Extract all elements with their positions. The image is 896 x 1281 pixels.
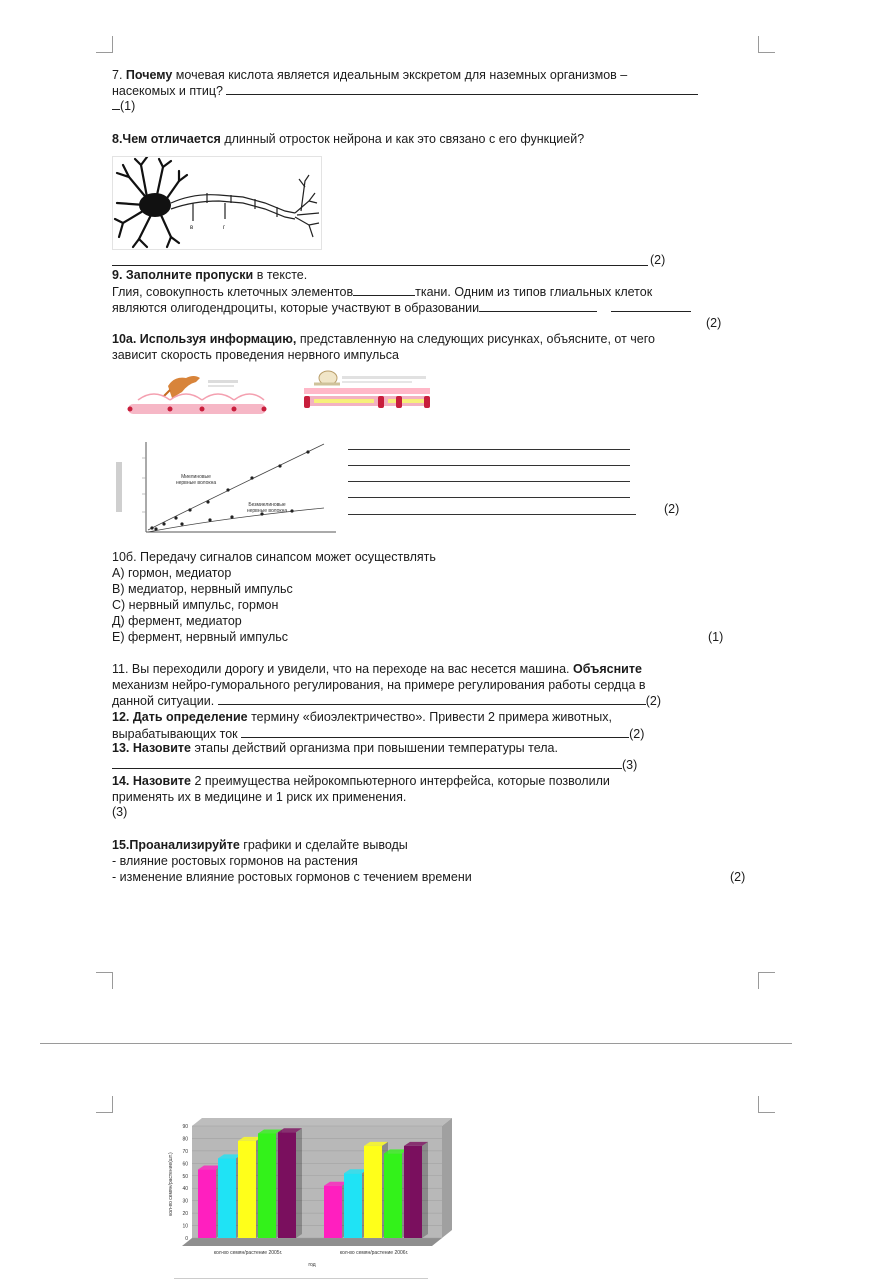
corner-mark — [96, 1096, 113, 1113]
chart-y-tick-label: 20 — [182, 1211, 188, 1218]
q7-number: 7. — [112, 68, 123, 82]
q14-score: (3) — [112, 805, 128, 819]
q12-text2: вырабатывающих ток — [112, 727, 238, 741]
q10b-score: (1) — [708, 630, 724, 644]
q14-text2: применять их в медицине и 1 риск их применения. — [112, 790, 407, 804]
page2-bottom-line — [174, 1278, 428, 1279]
q9-text1b: ткани. Одним из типов глиальных клеток — [415, 285, 653, 299]
q9-score: (2) — [706, 316, 722, 330]
q10a-text1: представленную на следующих рисунках, объясните, от чего — [299, 332, 655, 346]
bar-s5-1 — [278, 1132, 296, 1238]
page-separator — [40, 1043, 792, 1044]
q7-answer-line2[interactable] — [112, 98, 120, 110]
bar-side-s5-2 — [422, 1142, 428, 1238]
q11-keyword: Объясните — [573, 662, 642, 676]
q9-blank1[interactable] — [353, 284, 415, 296]
chart-xlabel: год — [308, 1262, 316, 1268]
q12-answer-line[interactable] — [241, 726, 629, 738]
q7-text2: насекомых и птиц? — [112, 84, 223, 98]
snail-figure — [300, 366, 434, 420]
chart-wall-side — [442, 1118, 452, 1238]
q15-keyword: 15.Проанализируйте — [112, 838, 240, 852]
q14-text1: 2 преимущества нейрокомпьютерного интерфейса, которые позволили — [194, 774, 610, 788]
chart-floor — [182, 1238, 442, 1246]
chart-y-tick-label: 60 — [182, 1161, 188, 1168]
q8-answer-line[interactable] — [112, 265, 648, 266]
q14-number: 14. — [112, 774, 130, 788]
q8-line — [112, 132, 584, 147]
q14-keyword: Назовите — [132, 774, 191, 788]
q7-line3 — [112, 98, 135, 114]
q10b-option-e[interactable]: Е) фермент, нервный импульс — [112, 630, 289, 644]
q14-line1 — [112, 774, 610, 789]
chart-y-tick-label: 50 — [182, 1173, 188, 1180]
bar-side-s5-1 — [296, 1128, 302, 1238]
q12-number: 12. — [112, 710, 130, 724]
q7-line2 — [112, 83, 698, 99]
q11-text3: данной ситуации. — [112, 694, 215, 708]
q15-item1: - влияние ростовых гормонов на растения — [112, 854, 358, 868]
q15-line1 — [112, 838, 408, 853]
q15-item2: - изменение влияние ростовых гормонов с течением времени — [112, 870, 472, 884]
q10b-title: 10б. Передачу сигналов синапсом может осуществлять — [112, 550, 436, 564]
q11-answer-line[interactable] — [218, 693, 646, 705]
q9-line1 — [112, 284, 652, 300]
bar-chart-svg — [162, 1114, 484, 1276]
q10a-text2: зависит скорость проведения нервного импульса — [112, 348, 399, 362]
q13-keyword: Назовите — [132, 741, 191, 755]
q10a-answer-line-1[interactable] — [348, 449, 630, 450]
snail-nerve-drawing — [300, 366, 434, 420]
corner-mark — [758, 36, 775, 53]
q9-blank2[interactable] — [479, 300, 597, 312]
q10a-answer-line-5[interactable] — [348, 514, 636, 515]
neuron-figure — [112, 156, 322, 250]
bar-s2-2 — [344, 1173, 362, 1238]
corner-mark — [758, 972, 775, 989]
q13-line2 — [112, 757, 637, 773]
q10b-option-a[interactable]: А) гормон, медиатор — [112, 566, 232, 580]
q7-text: мочевая кислота является идеальным экскретом для наземных организмов – — [175, 68, 628, 82]
q11-text2: механизм нейро-гуморального регулирования, на примере регулирования работы сердца в — [112, 678, 646, 692]
q13-answer-line[interactable] — [112, 757, 622, 769]
chart-category-label: кол-во семян/растение 2005г. — [213, 1250, 283, 1256]
q13-number: 13. — [112, 741, 130, 755]
neuron-label-v: в — [190, 225, 194, 231]
chart-y-tick-label: 30 — [182, 1198, 188, 1205]
q9-blank3[interactable] — [611, 300, 691, 312]
bar-chart — [162, 1114, 484, 1276]
q10b-option-c[interactable]: С) нервный импульс, гормон — [112, 598, 279, 612]
corner-mark — [96, 972, 113, 989]
bar-s5-2 — [404, 1146, 422, 1238]
bar-s2-1 — [218, 1158, 236, 1238]
q12-text1: термину «биоэлектричество». Привести 2 примера животных, — [251, 710, 612, 724]
bar-s4-2 — [384, 1153, 402, 1238]
q7-score: (1) — [120, 99, 136, 113]
q11-score: (2) — [645, 694, 661, 708]
chart-category-label: кол-во семян/растение 2006г. — [339, 1250, 409, 1256]
chart-y-tick-label: 0 — [185, 1236, 188, 1242]
q8-text: длинный отросток нейрона и как это связано с его функцией? — [224, 132, 585, 146]
neuron-label-g: г — [223, 225, 226, 231]
q9-line-head — [112, 268, 307, 283]
q13-text: этапы действий организма при повышении температуры тела. — [194, 741, 558, 755]
q10a-answer-line-4[interactable] — [348, 497, 630, 498]
bar-s3-2 — [364, 1146, 382, 1238]
velocity-graph-drawing — [112, 438, 338, 538]
q7-answer-line[interactable] — [226, 83, 698, 95]
q13-line1 — [112, 741, 558, 756]
q8-score: (2) — [650, 253, 666, 267]
q10a-line1 — [112, 332, 655, 347]
chart-wall-top — [192, 1118, 452, 1126]
q11-line3 — [112, 693, 661, 709]
kangaroo-figure — [124, 370, 270, 418]
q12-keyword: Дать определение — [132, 710, 248, 724]
chart-y-tick-label: 80 — [182, 1136, 188, 1143]
chart-y-tick-label: 40 — [182, 1186, 188, 1193]
bar-s1-1 — [198, 1170, 216, 1238]
q12-line2 — [112, 726, 644, 742]
velocity-graph — [112, 438, 338, 538]
chart-ylabel: кол-во семян/растение(шт.) — [168, 1152, 174, 1216]
q12-score: (2) — [629, 727, 645, 741]
corner-mark — [758, 1096, 775, 1113]
bar-s1-2 — [324, 1186, 342, 1238]
q9-line2 — [112, 300, 691, 316]
kangaroo-nerve-drawing — [124, 370, 270, 418]
bar-s4-1 — [258, 1133, 276, 1238]
bar-s3-1 — [238, 1141, 256, 1238]
q9-keyword: Заполните пропуски — [125, 268, 254, 282]
graph-label-nonmyelin: Безмиелиновые нервные волокна — [246, 502, 288, 514]
q11-text1: 11. Вы переходили дорогу и увидели, что на переходе на вас несется машина. — [112, 662, 570, 676]
chart-y-tick-label: 70 — [182, 1148, 188, 1155]
q10b-option-b[interactable]: В) медиатор, нервный импульс — [112, 582, 293, 596]
q15-text: графики и сделайте выводы — [243, 838, 408, 852]
q10b-option-d[interactable]: Д) фермент, медиатор — [112, 614, 242, 628]
q12-line1 — [112, 710, 612, 725]
q7-line1 — [112, 68, 627, 83]
q10a-line2 — [112, 348, 399, 363]
q10a-answer-line-2[interactable] — [348, 465, 630, 466]
q9-text2: являются олигодендроциты, которые участвуют в образовании — [112, 301, 480, 315]
q8-keyword: 8.Чем отличается — [112, 132, 221, 146]
q15-score: (2) — [730, 870, 746, 884]
q9-text1a: Глия, совокупность клеточных элементов — [112, 285, 354, 299]
chart-y-tick-label: 10 — [182, 1223, 188, 1230]
q7-keyword: Почему — [125, 68, 173, 82]
q10a-score: (2) — [664, 502, 680, 516]
q10a-answer-line-3[interactable] — [348, 481, 630, 482]
neuron-drawing — [113, 157, 321, 249]
graph-label-myelin: Миелиновые нервные волокна — [175, 474, 217, 486]
q9-text-head: в тексте. — [256, 268, 308, 282]
corner-mark — [96, 36, 113, 53]
chart-y-tick-label: 90 — [182, 1124, 188, 1130]
q13-score: (3) — [622, 758, 638, 772]
q11-line1 — [112, 662, 642, 677]
q10a-keyword: 10а. Используя информацию, — [112, 332, 297, 346]
q9-number: 9. — [112, 268, 123, 282]
